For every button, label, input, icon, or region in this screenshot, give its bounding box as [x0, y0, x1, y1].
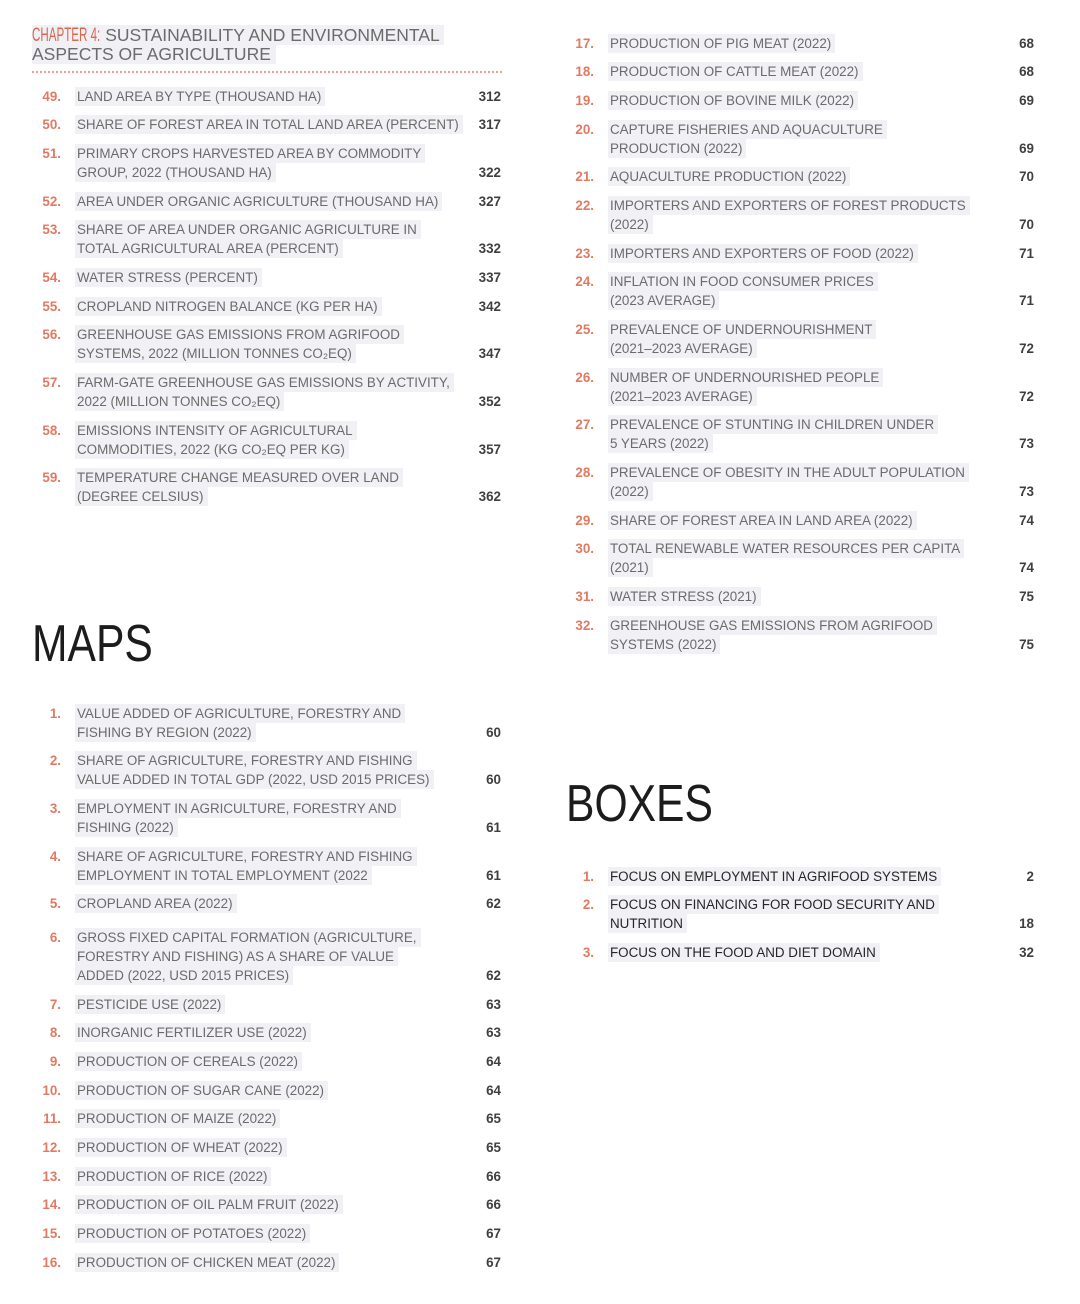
map-entry[interactable]	[565, 91, 1034, 110]
map-entry-number: 4.	[49, 848, 61, 864]
box-entry-title-line: FOCUS ON FINANCING FOR FOOD SECURITY AND	[608, 895, 939, 914]
map-entry-title	[610, 120, 1002, 158]
table-entry-title	[77, 468, 469, 506]
table-entry[interactable]	[32, 268, 501, 287]
map-entry-page: 74	[1019, 560, 1034, 576]
box-entry-title-line: FOCUS ON THE FOOD AND DIET DOMAIN	[608, 943, 880, 962]
map-entry-title-line: PRODUCTION OF RICE (2022)	[75, 1167, 271, 1186]
map-entry-title-line: PREVALENCE OF UNDERNOURISHMENT	[608, 320, 876, 339]
box-entry-page: 32	[1019, 944, 1034, 960]
map-entry-number: 7.	[49, 996, 61, 1012]
table-entry-title-line: GREENHOUSE GAS EMISSIONS FROM AGRIFOOD	[75, 325, 404, 344]
map-entry-number: 14.	[42, 1197, 61, 1213]
map-entry-title-line: PRODUCTION OF POTATOES (2022)	[75, 1224, 310, 1243]
map-entry-number: 21.	[575, 169, 594, 185]
map-entry-title-line: SYSTEMS (2022)	[608, 635, 720, 654]
table-entry-title	[77, 373, 469, 411]
table-entry-page: 337	[478, 269, 501, 285]
map-entry-title	[610, 415, 1002, 453]
map-entry-page: 60	[486, 724, 501, 740]
map-entry-page: 74	[1019, 512, 1034, 528]
map-entry-page: 68	[1019, 64, 1034, 80]
map-entry-title-line: PRODUCTION OF SUGAR CANE (2022)	[75, 1081, 328, 1100]
map-entry-number: 23.	[575, 245, 594, 261]
map-entry-number: 11.	[43, 1111, 61, 1127]
box-entry-title-line: NUTRITION	[608, 914, 687, 933]
table-entry-page: 347	[478, 346, 501, 362]
box-entry-title	[610, 867, 1002, 886]
table-entry-title	[77, 325, 469, 363]
map-entry-title	[77, 1052, 469, 1071]
map-entry-title-line: (2021–2023 AVERAGE)	[608, 387, 757, 406]
map-entry-title-line: SHARE OF FOREST AREA IN LAND AREA (2022)	[608, 511, 917, 530]
map-entry-title-line: VALUE ADDED IN TOTAL GDP (2022, USD 2015 PRICES)	[75, 770, 434, 789]
map-entry-page: 73	[1019, 436, 1034, 452]
map-entry-number: 24.	[575, 274, 594, 290]
table-entry-title-line: FARM-GATE GREENHOUSE GAS EMISSIONS BY ACTIVITY,	[75, 373, 454, 392]
map-entry-page: 72	[1019, 388, 1034, 404]
map-entry-title	[610, 196, 1002, 234]
map-entry-title	[77, 751, 469, 789]
table-entry-number: 56.	[42, 327, 61, 343]
table-entry-title-line: TOTAL AGRICULTURAL AREA (PERCENT)	[75, 239, 343, 258]
map-entry[interactable]	[565, 272, 1034, 310]
map-entry-page: 71	[1019, 245, 1034, 261]
table-entry-title-line: (DEGREE CELSIUS)	[75, 487, 208, 506]
table-entry-title-line: CROPLAND NITROGEN BALANCE (KG PER HA)	[75, 297, 382, 316]
map-entry-title	[610, 587, 1002, 606]
table-entry-number: 52.	[42, 193, 61, 209]
table-entry[interactable]	[32, 373, 501, 411]
box-entry-number: 3.	[582, 944, 594, 960]
table-entry[interactable]	[32, 220, 501, 258]
map-entry-title-line: GREENHOUSE GAS EMISSIONS FROM AGRIFOOD	[608, 616, 937, 635]
table-entry-title-line: 2022 (MILLION TONNES CO₂EQ)	[75, 392, 284, 411]
chapter-label: CHAPTER 4:	[32, 24, 101, 46]
map-entry-title-line: TOTAL RENEWABLE WATER RESOURCES PER CAPITA	[608, 539, 964, 558]
table-entry-page: 327	[478, 193, 501, 209]
map-entry-title	[77, 704, 469, 742]
map-entry-title	[610, 62, 1002, 81]
map-entry-page: 72	[1019, 341, 1034, 356]
table-entry[interactable]	[32, 325, 501, 363]
map-entry-title	[77, 847, 469, 885]
map-entry-number: 26.	[575, 369, 594, 385]
map-entry-page: 75	[1019, 636, 1034, 652]
map-entry-number: 19.	[575, 92, 594, 108]
map-entry-number: 3.	[49, 800, 61, 816]
map-entry-page: 66	[486, 1197, 501, 1213]
table-entry-number: 51.	[42, 145, 61, 161]
table-entry-title-line: WATER STRESS (PERCENT)	[75, 268, 262, 287]
map-entry[interactable]	[32, 1138, 501, 1157]
map-entry[interactable]	[565, 616, 1034, 654]
map-entry-page: 65	[486, 1111, 501, 1127]
map-entry-title-line: ADDED (2022, USD 2015 PRICES)	[75, 966, 293, 985]
map-entry-page: 67	[486, 1254, 501, 1270]
map-entry-title	[610, 244, 1002, 263]
table-entry-page: 312	[478, 88, 501, 104]
map-entry-title-line: PRODUCTION (2022)	[608, 139, 746, 158]
map-entry-title-line: VALUE ADDED OF AGRICULTURE, FORESTRY AND	[75, 704, 405, 723]
map-entry-number: 13.	[42, 1168, 61, 1184]
table-entry[interactable]	[32, 192, 501, 211]
map-entry-page: 69	[1019, 140, 1034, 156]
map-entry-number: 1.	[49, 705, 61, 721]
map-entry-number: 6.	[49, 929, 61, 945]
table-entry[interactable]	[32, 115, 501, 134]
map-entry-number: 27.	[575, 417, 594, 433]
map-entry-title	[77, 1195, 469, 1214]
map-entry-title-line: CAPTURE FISHERIES AND AQUACULTURE	[608, 120, 887, 139]
map-entry-title-line: PESTICIDE USE (2022)	[75, 995, 225, 1014]
map-entry-page: 61	[486, 819, 501, 835]
table-entry-title	[77, 192, 469, 211]
map-entry-title-line: INFLATION IN FOOD CONSUMER PRICES	[608, 272, 878, 291]
map-entry-title-line: IMPORTERS AND EXPORTERS OF FOOD (2022)	[608, 244, 918, 263]
map-entry[interactable]	[32, 995, 501, 1014]
map-entry-title	[610, 91, 1002, 110]
maps-list-left	[32, 704, 501, 1282]
map-entry[interactable]	[565, 62, 1034, 81]
map-entry-title	[77, 1109, 469, 1128]
map-entry-title-line: PREVALENCE OF STUNTING IN CHILDREN UNDER	[608, 415, 938, 434]
map-entry-title	[77, 1023, 469, 1042]
map-entry-title	[610, 34, 1002, 53]
map-entry-title-line: (2022)	[608, 482, 653, 501]
map-entry-page: 62	[486, 896, 501, 912]
map-entry-number: 20.	[575, 121, 594, 137]
box-entry-page: 18	[1019, 916, 1034, 932]
map-entry-number: 18.	[575, 64, 594, 80]
map-entry[interactable]	[32, 751, 501, 789]
map-entry-title-line: PREVALENCE OF OBESITY IN THE ADULT POPULATION	[608, 463, 969, 482]
map-entry[interactable]	[32, 894, 501, 913]
map-entry-page: 73	[1019, 484, 1034, 500]
map-entry-number: 10.	[42, 1082, 61, 1098]
table-entry-page: 357	[478, 441, 501, 457]
map-entry-page: 64	[486, 1082, 501, 1098]
map-entry-title-line: FORESTRY AND FISHING) AS A SHARE OF VALUE	[75, 947, 398, 966]
map-entry-number: 31.	[575, 589, 594, 605]
map-entry-title	[610, 272, 1002, 310]
map-entry[interactable]	[32, 1167, 501, 1186]
map-entry-page: 62	[486, 967, 501, 983]
map-entry-number: 16.	[42, 1254, 61, 1270]
table-entry-title	[77, 144, 469, 182]
map-entry-page: 60	[486, 772, 501, 788]
map-entry-title	[610, 368, 1002, 406]
map-entry[interactable]	[32, 1081, 501, 1100]
table-entry-title-line: SHARE OF FOREST AREA IN TOTAL LAND AREA (PERCENT)	[75, 115, 463, 134]
map-entry[interactable]	[565, 415, 1034, 453]
table-entry-title	[77, 115, 469, 134]
map-entry-number: 29.	[575, 512, 594, 528]
map-entry-title	[77, 894, 469, 913]
map-entry[interactable]	[565, 34, 1034, 53]
table-entry-number: 57.	[42, 375, 61, 390]
map-entry-title-line: (2023 AVERAGE)	[608, 291, 719, 310]
table-entry-title-line: LAND AREA BY TYPE (THOUSAND HA)	[75, 87, 325, 106]
table-entry-number: 58.	[42, 422, 61, 438]
map-entry[interactable]	[32, 847, 501, 885]
box-entry-page: 2	[1026, 868, 1034, 884]
map-entry-title	[610, 616, 1002, 654]
table-entry-number: 59.	[42, 470, 61, 486]
map-entry[interactable]	[565, 368, 1034, 406]
map-entry-title	[77, 1253, 469, 1272]
box-entry-number: 1.	[582, 868, 594, 884]
map-entry-number: 30.	[575, 541, 594, 557]
map-entry[interactable]	[32, 1023, 501, 1042]
map-entry[interactable]	[32, 928, 501, 985]
map-entry-title-line: CROPLAND AREA (2022)	[75, 894, 237, 913]
map-entry[interactable]	[565, 587, 1034, 606]
table-entry-title-line: EMISSIONS INTENSITY OF AGRICULTURAL	[75, 421, 357, 440]
map-entry-title	[77, 995, 469, 1014]
map-entry-title-line: INORGANIC FERTILIZER USE (2022)	[75, 1023, 311, 1042]
map-entry-title-line: GROSS FIXED CAPITAL FORMATION (AGRICULTURE,	[75, 928, 421, 947]
map-entry[interactable]	[32, 1253, 501, 1272]
map-entry[interactable]	[565, 167, 1034, 186]
map-entry-title-line: 5 YEARS (2022)	[608, 434, 713, 453]
table-entry-page: 362	[478, 489, 501, 505]
map-entry-page: 70	[1019, 216, 1034, 232]
map-entry-title-line: PRODUCTION OF CATTLE MEAT (2022)	[608, 62, 863, 81]
map-entry-number: 12.	[42, 1140, 61, 1156]
table-entry-page: 317	[478, 117, 501, 133]
map-entry-title-line: PRODUCTION OF OIL PALM FRUIT (2022)	[75, 1195, 343, 1214]
table-entry-page: 342	[478, 298, 501, 314]
map-entry-title-line: IMPORTERS AND EXPORTERS OF FOREST PRODUCTS	[608, 196, 970, 215]
map-entry-page: 63	[486, 1025, 501, 1041]
map-entry-page: 63	[486, 996, 501, 1012]
table-entry-title-line: GROUP, 2022 (THOUSAND HA)	[75, 163, 276, 182]
table-entry[interactable]	[32, 421, 501, 459]
map-entry-title	[77, 1138, 469, 1157]
map-entry-title-line: PRODUCTION OF PIG MEAT (2022)	[608, 34, 835, 53]
table-entry[interactable]	[32, 144, 501, 182]
map-entry-page: 67	[486, 1226, 501, 1242]
box-entry-title-line: FOCUS ON EMPLOYMENT IN AGRIFOOD SYSTEMS	[608, 867, 941, 886]
map-entry-page: 66	[486, 1168, 501, 1184]
box-entry[interactable]	[565, 943, 1034, 962]
chapter-heading-highlight	[32, 25, 444, 64]
map-entry-page: 69	[1019, 92, 1034, 108]
map-entry-title	[77, 1167, 469, 1186]
map-entry[interactable]	[32, 704, 501, 742]
tables-list	[32, 87, 501, 517]
map-entry-title	[610, 539, 1002, 577]
table-entry-title-line: PRIMARY CROPS HARVESTED AREA BY COMMODITY	[75, 144, 425, 163]
table-entry-title	[77, 87, 469, 106]
map-entry-title-line: PRODUCTION OF CEREALS (2022)	[75, 1052, 302, 1071]
map-entry-title	[610, 320, 1002, 358]
map-entry-title-line: FISHING (2022)	[75, 818, 178, 837]
map-entry-title-line: SHARE OF AGRICULTURE, FORESTRY AND FISHING	[75, 751, 417, 770]
table-entry-title	[77, 268, 469, 287]
table-entry-title-line: SHARE OF AREA UNDER ORGANIC AGRICULTURE IN	[75, 220, 421, 239]
map-entry-page: 61	[486, 867, 501, 883]
map-entry-title-line: WATER STRESS (2021)	[608, 587, 761, 606]
map-entry-title	[77, 799, 469, 837]
table-entry-number: 53.	[42, 222, 61, 238]
table-entry-page: 332	[478, 241, 501, 257]
map-entry-title-line: EMPLOYMENT IN TOTAL EMPLOYMENT (2022	[75, 866, 372, 885]
map-entry-title-line: EMPLOYMENT IN AGRICULTURE, FORESTRY AND	[75, 799, 401, 818]
map-entry-page: 70	[1019, 169, 1034, 185]
map-entry-title	[610, 463, 1002, 501]
boxes-heading: BOXES	[566, 775, 713, 833]
map-entry[interactable]	[565, 244, 1034, 263]
map-entry-title-line: PRODUCTION OF CHICKEN MEAT (2022)	[75, 1253, 339, 1272]
map-entry[interactable]	[32, 1052, 501, 1071]
map-entry-title	[77, 1224, 469, 1243]
map-entry-title-line: (2022)	[608, 215, 653, 234]
box-entry-number: 2.	[582, 897, 594, 913]
table-entry-title-line: SYSTEMS, 2022 (MILLION TONNES CO₂EQ)	[75, 344, 356, 363]
map-entry-number: 17.	[575, 35, 594, 51]
map-entry-title-line: PRODUCTION OF MAIZE (2022)	[75, 1109, 280, 1128]
map-entry[interactable]	[32, 1109, 501, 1128]
table-entry-page: 322	[478, 164, 501, 180]
map-entry-title-line: AQUACULTURE PRODUCTION (2022)	[608, 167, 850, 186]
map-entry[interactable]	[565, 120, 1034, 158]
map-entry-number: 8.	[49, 1025, 61, 1041]
map-entry-title-line: PRODUCTION OF BOVINE MILK (2022)	[608, 91, 858, 110]
maps-heading: MAPS	[32, 615, 153, 673]
chapter-title: SUSTAINABILITY AND ENVIRONMENTAL ASPECTS OF AGRICULTURE	[32, 24, 440, 64]
map-entry-title	[610, 167, 1002, 186]
chapter-heading	[32, 26, 472, 64]
map-entry-title	[610, 511, 1002, 530]
map-entry-page: 65	[486, 1140, 501, 1156]
map-entry[interactable]	[565, 196, 1034, 234]
map-entry-page: 71	[1019, 293, 1034, 309]
table-entry-number: 50.	[42, 117, 61, 133]
boxes-list	[565, 867, 1034, 972]
map-entry-page: 64	[486, 1054, 501, 1069]
table-entry-title	[77, 220, 469, 258]
map-entry-page: 75	[1019, 589, 1034, 605]
map-entry-number: 5.	[49, 896, 61, 912]
map-entry[interactable]	[565, 511, 1034, 530]
map-entry-number: 32.	[575, 617, 594, 633]
map-entry-title-line: (2021–2023 AVERAGE)	[608, 339, 757, 358]
table-entry-title-line: TEMPERATURE CHANGE MEASURED OVER LAND	[75, 468, 403, 487]
table-entry-number: 54.	[42, 269, 61, 285]
box-entry[interactable]	[565, 867, 1034, 886]
map-entry-title-line: (2021)	[608, 558, 653, 577]
map-entry[interactable]	[32, 799, 501, 837]
table-entry-title-line: COMMODITIES, 2022 (KG CO₂EQ PER KG)	[75, 440, 349, 459]
map-entry-number: 22.	[575, 197, 594, 213]
map-entry-page: 68	[1019, 35, 1034, 51]
map-entry-number: 28.	[575, 465, 594, 481]
table-entry-number: 49.	[42, 88, 61, 104]
map-entry[interactable]	[565, 539, 1034, 577]
chapter-dotted-divider	[32, 71, 502, 73]
map-entry-number: 15.	[42, 1226, 61, 1242]
map-entry-number: 9.	[49, 1054, 61, 1069]
map-entry[interactable]	[32, 1195, 501, 1214]
box-entry[interactable]	[565, 895, 1034, 933]
map-entry-title-line: SHARE OF AGRICULTURE, FORESTRY AND FISHING	[75, 847, 417, 866]
map-entry[interactable]	[565, 320, 1034, 358]
box-entry-title	[610, 895, 1002, 933]
table-entry-page: 352	[478, 394, 501, 409]
table-entry-title	[77, 421, 469, 459]
table-entry[interactable]	[32, 468, 501, 506]
map-entry[interactable]	[32, 1224, 501, 1243]
map-entry-number: 25.	[575, 322, 594, 337]
table-entry[interactable]	[32, 87, 501, 106]
map-entry-title	[77, 1081, 469, 1100]
table-entry-title-line: AREA UNDER ORGANIC AGRICULTURE (THOUSAND HA)	[75, 192, 442, 211]
box-entry-title	[610, 943, 1002, 962]
table-entry[interactable]	[32, 297, 501, 316]
table-entry-number: 55.	[42, 298, 61, 314]
table-entry-title	[77, 297, 469, 316]
map-entry-title-line: NUMBER OF UNDERNOURISHED PEOPLE	[608, 368, 883, 387]
map-entry-title-line: FISHING BY REGION (2022)	[75, 723, 256, 742]
maps-list-right	[565, 34, 1034, 664]
map-entry[interactable]	[565, 463, 1034, 501]
map-entry-title-line: PRODUCTION OF WHEAT (2022)	[75, 1138, 287, 1157]
map-entry-number: 2.	[49, 753, 61, 769]
map-entry-title	[77, 928, 469, 985]
